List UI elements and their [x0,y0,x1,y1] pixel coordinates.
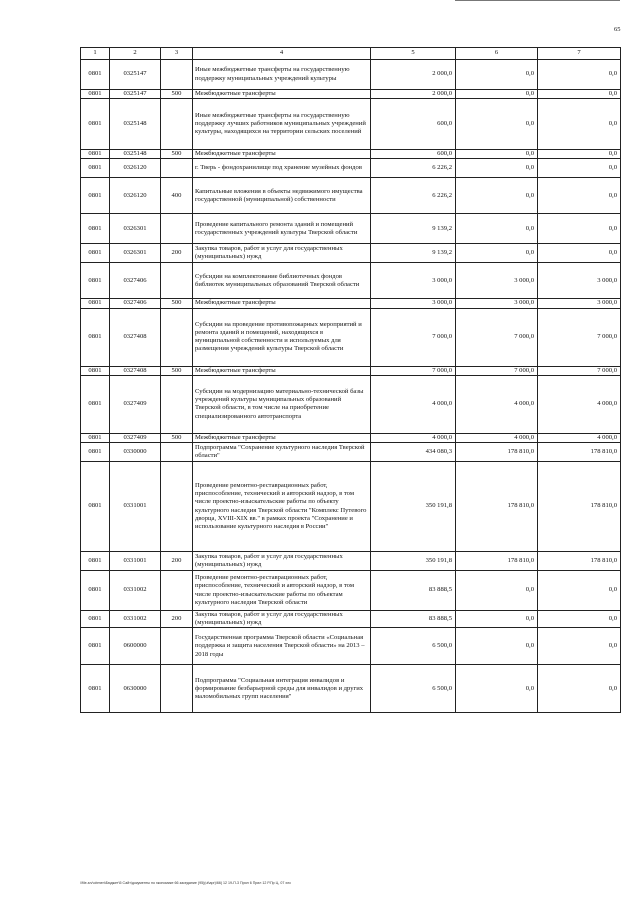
amount-year2-cell: 0,0 [456,150,538,159]
amount-year3-cell: 0,0 [538,244,621,263]
table-row [81,178,621,214]
amount-year2-cell: 7 000,0 [456,308,538,366]
section-cell: 0801 [81,552,110,571]
table-row [81,571,621,611]
item-name-cell: Межбюджетные трансферты [193,366,371,375]
section-cell: 0801 [81,571,110,611]
item-name-cell: Проведение капитального ремонта зданий и помещений государственных учреждений культуры Тверской области [193,214,371,244]
target-code-cell: 0331001 [110,462,161,552]
expense-type-cell: 200 [161,244,193,263]
section-cell: 0801 [81,308,110,366]
expense-type-cell [161,159,193,178]
item-name-cell: Закупка товаров, работ и услуг для государственных (муниципальных) нужд [193,552,371,571]
table-row [81,90,621,99]
table-row [81,462,621,552]
expense-type-cell [161,375,193,433]
target-code-cell: 0326301 [110,244,161,263]
item-name-cell: г. Тверь - фондохранилище под хранение музейных фондов [193,159,371,178]
table-row [81,150,621,159]
amount-year1-cell: 434 080,3 [371,443,456,462]
amount-year1-cell: 4 000,0 [371,375,456,433]
section-cell: 0801 [81,628,110,665]
target-code-cell: 0326120 [110,178,161,214]
page-number: 65 [614,26,621,33]
expense-type-cell [161,571,193,611]
target-code-cell: 0327406 [110,299,161,308]
amount-year3-cell: 7 000,0 [538,366,621,375]
table-row [81,611,621,628]
target-code-cell: 0600000 [110,628,161,665]
item-name-cell: Капитальные вложения в объекты недвижимого имущества государственной (муниципальной) собственности [193,178,371,214]
table-row [81,308,621,366]
header-cell: 2 [110,48,161,60]
amount-year1-cell: 2 000,0 [371,90,456,99]
header-cell: 7 [538,48,621,60]
expense-type-cell [161,628,193,665]
section-cell: 0801 [81,462,110,552]
amount-year2-cell: 0,0 [456,214,538,244]
amount-year3-cell: 0,0 [538,628,621,665]
amount-year2-cell: 0,0 [456,611,538,628]
amount-year2-cell: 0,0 [456,90,538,99]
table-row [81,299,621,308]
item-name-cell: Закупка товаров, работ и услуг для государственных (муниципальных) нужд [193,244,371,263]
section-cell: 0801 [81,99,110,150]
target-code-cell: 0331002 [110,571,161,611]
target-code-cell: 0325147 [110,60,161,90]
table-row [81,433,621,442]
item-name-cell: Государственная программа Тверской области «Социальная поддержка и защита населения Тверской области» на 2013 – 2018 годы [193,628,371,665]
table-row [81,375,621,433]
budget-table [80,47,621,713]
amount-year2-cell: 4 000,0 [456,375,538,433]
table-row [81,628,621,665]
section-cell: 0801 [81,178,110,214]
target-code-cell: 0331001 [110,552,161,571]
amount-year1-cell: 600,0 [371,150,456,159]
amount-year3-cell: 0,0 [538,611,621,628]
expense-type-cell: 500 [161,299,193,308]
amount-year1-cell: 9 139,2 [371,244,456,263]
amount-year1-cell: 6 226,2 [371,178,456,214]
table-row [81,99,621,150]
amount-year1-cell: 600,0 [371,99,456,150]
top-rule [455,0,620,1]
amount-year1-cell: 7 000,0 [371,366,456,375]
expense-type-cell [161,99,193,150]
section-cell: 0801 [81,443,110,462]
amount-year1-cell: 6 500,0 [371,665,456,713]
amount-year3-cell: 0,0 [538,214,621,244]
amount-year3-cell: 178 810,0 [538,443,621,462]
table-row [81,214,621,244]
expense-type-cell [161,263,193,299]
amount-year3-cell: 4 000,0 [538,433,621,442]
amount-year3-cell: 0,0 [538,159,621,178]
item-name-cell: Межбюджетные трансферты [193,299,371,308]
target-code-cell: 0327406 [110,263,161,299]
section-cell: 0801 [81,159,110,178]
item-name-cell: Межбюджетные трансферты [193,150,371,159]
target-code-cell: 0330000 [110,443,161,462]
target-code-cell: 0325147 [110,90,161,99]
amount-year1-cell: 7 000,0 [371,308,456,366]
amount-year2-cell: 3 000,0 [456,263,538,299]
expense-type-cell [161,443,193,462]
section-cell: 0801 [81,263,110,299]
amount-year3-cell: 0,0 [538,178,621,214]
table-row [81,443,621,462]
item-name-cell: Подпрограмма "Сохранение культурного наследия Тверской области" [193,443,371,462]
section-cell: 0801 [81,611,110,628]
expense-type-cell: 200 [161,611,193,628]
expense-type-cell: 400 [161,178,193,214]
target-code-cell: 0325148 [110,150,161,159]
amount-year2-cell: 0,0 [456,159,538,178]
table-row [81,366,621,375]
amount-year1-cell: 83 888,5 [371,611,456,628]
target-code-cell: 0325148 [110,99,161,150]
amount-year1-cell: 6 226,2 [371,159,456,178]
target-code-cell: 0326120 [110,159,161,178]
amount-year2-cell: 0,0 [456,628,538,665]
amount-year2-cell: 178 810,0 [456,443,538,462]
section-cell: 0801 [81,299,110,308]
amount-year2-cell: 178 810,0 [456,552,538,571]
amount-year2-cell: 0,0 [456,665,538,713]
amount-year3-cell: 0,0 [538,60,621,90]
amount-year1-cell: 6 500,0 [371,628,456,665]
amount-year3-cell: 178 810,0 [538,552,621,571]
section-cell: 0801 [81,665,110,713]
file-path-footer: \\file-srv\obmen\Бюджет\5 Сайт\документы по экономике 66 заседание (95)(ut\apr)\66) 12 19-П-3 Прил 6 Прил 12 Р.Пр Ц. 07 хлс [80,881,292,885]
amount-year3-cell: 7 000,0 [538,308,621,366]
amount-year3-cell: 0,0 [538,99,621,150]
amount-year3-cell: 0,0 [538,90,621,99]
amount-year1-cell: 4 000,0 [371,433,456,442]
amount-year2-cell: 4 000,0 [456,433,538,442]
item-name-cell: Подпрограмма "Социальная интеграция инвалидов и формирование безбарьерной среды для инвалидов и других маломобильных групп населения" [193,665,371,713]
section-cell: 0801 [81,366,110,375]
section-cell: 0801 [81,214,110,244]
amount-year1-cell: 83 888,5 [371,571,456,611]
amount-year3-cell: 0,0 [538,150,621,159]
target-code-cell: 0630000 [110,665,161,713]
table-header-row [81,48,621,60]
item-name-cell: Субсидии на комплектование библиотечных фондов библиотек муниципальных образований Тверской области [193,263,371,299]
section-cell: 0801 [81,433,110,442]
amount-year1-cell: 3 000,0 [371,263,456,299]
expense-type-cell [161,308,193,366]
item-name-cell: Субсидии на проведение противопожарных мероприятий и ремонта зданий и помещений, находящихся в муниципальной собственности и используемых для размещения учреждений культуры Тверской области [193,308,371,366]
expense-type-cell: 500 [161,90,193,99]
table-row [81,665,621,713]
amount-year1-cell: 2 000,0 [371,60,456,90]
amount-year2-cell: 0,0 [456,244,538,263]
section-cell: 0801 [81,375,110,433]
expense-type-cell: 500 [161,433,193,442]
amount-year3-cell: 0,0 [538,571,621,611]
section-cell: 0801 [81,60,110,90]
amount-year3-cell: 3 000,0 [538,299,621,308]
item-name-cell: Иные межбюджетные трансферты на государственную поддержку лучших работников муниципальных учреждений культуры, находящихся на территории сельских поселений [193,99,371,150]
target-code-cell: 0327408 [110,366,161,375]
amount-year2-cell: 7 000,0 [456,366,538,375]
section-cell: 0801 [81,90,110,99]
item-name-cell: Межбюджетные трансферты [193,90,371,99]
target-code-cell: 0327409 [110,433,161,442]
header-cell: 1 [81,48,110,60]
target-code-cell: 0326301 [110,214,161,244]
expense-type-cell: 500 [161,150,193,159]
item-name-cell: Межбюджетные трансферты [193,433,371,442]
header-cell: 4 [193,48,371,60]
item-name-cell: Проведение ремонтно-реставрационных работ, приспособление, технический и авторский надзор, в том числе проектно-изыскательские работы по объектам культурного наследия Тверской области [193,571,371,611]
amount-year2-cell: 3 000,0 [456,299,538,308]
expense-type-cell [161,462,193,552]
item-name-cell: Субсидии на модернизацию материально-технической базы учреждений культуры муниципальных образований Тверской области, в том числе на приобретение специализированного автотранспорта [193,375,371,433]
expense-type-cell: 500 [161,366,193,375]
expense-type-cell [161,60,193,90]
table-row [81,159,621,178]
expense-type-cell: 200 [161,552,193,571]
target-code-cell: 0327408 [110,308,161,366]
amount-year3-cell: 0,0 [538,665,621,713]
amount-year2-cell: 0,0 [456,571,538,611]
amount-year3-cell: 178 810,0 [538,462,621,552]
section-cell: 0801 [81,244,110,263]
header-cell: 6 [456,48,538,60]
table-row [81,552,621,571]
item-name-cell: Проведение ремонтно-реставрационных работ, приспособление, технический и авторский надзор, в том числе проектно-изыскательские работы по объекту культурного наследия Тверской области "Комплекс Путевого дворца, XVIII-XIX вв." в рамках проекта "Сохранение и использование культурного наследия в России" [193,462,371,552]
section-cell: 0801 [81,150,110,159]
expense-type-cell [161,665,193,713]
amount-year2-cell: 178 810,0 [456,462,538,552]
table-row [81,60,621,90]
item-name-cell: Закупка товаров, работ и услуг для государственных (муниципальных) нужд [193,611,371,628]
amount-year2-cell: 0,0 [456,178,538,214]
amount-year3-cell: 3 000,0 [538,263,621,299]
amount-year2-cell: 0,0 [456,99,538,150]
target-code-cell: 0331002 [110,611,161,628]
amount-year1-cell: 9 139,2 [371,214,456,244]
amount-year1-cell: 3 000,0 [371,299,456,308]
expense-type-cell [161,214,193,244]
table-row [81,263,621,299]
item-name-cell: Иные межбюджетные трансферты на государственную поддержку муниципальных учреждений культуры [193,60,371,90]
header-cell: 5 [371,48,456,60]
amount-year2-cell: 0,0 [456,60,538,90]
target-code-cell: 0327409 [110,375,161,433]
amount-year1-cell: 350 191,8 [371,462,456,552]
amount-year3-cell: 4 000,0 [538,375,621,433]
table-row [81,244,621,263]
amount-year1-cell: 350 191,8 [371,552,456,571]
header-cell: 3 [161,48,193,60]
